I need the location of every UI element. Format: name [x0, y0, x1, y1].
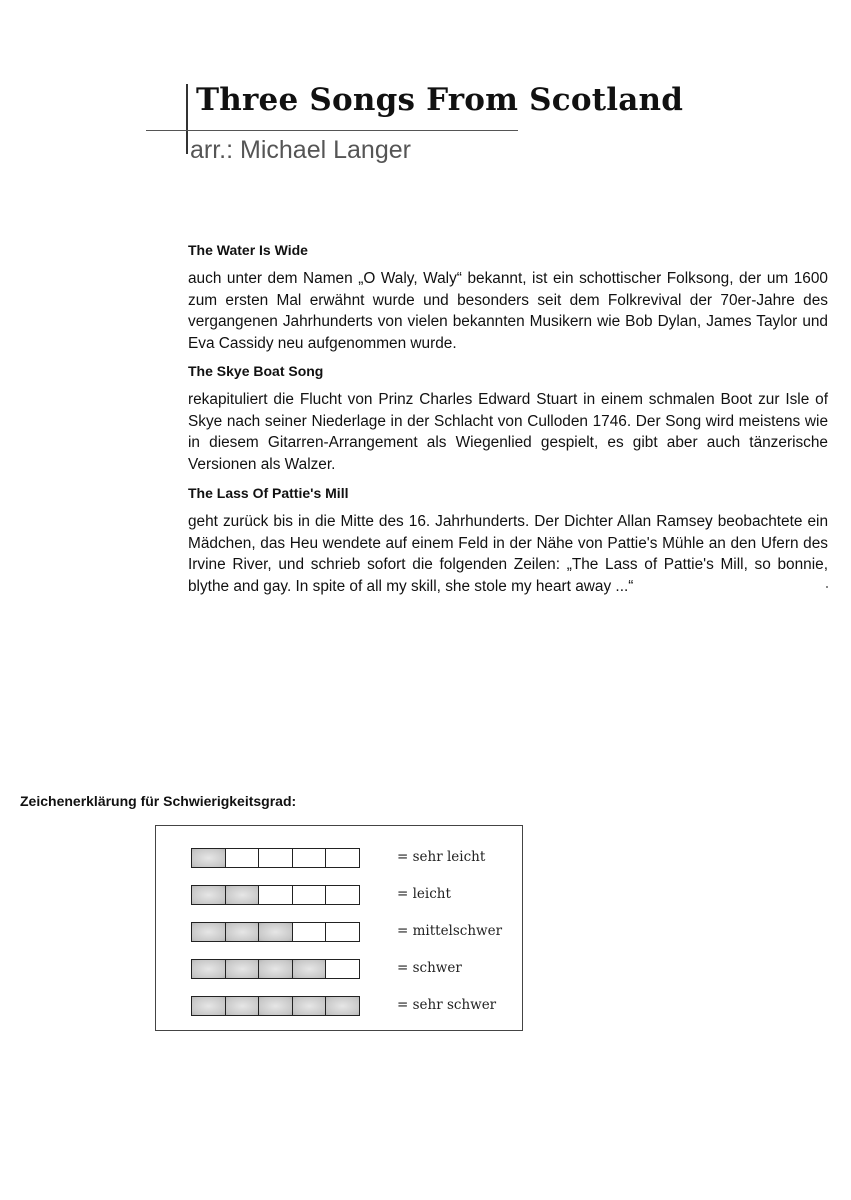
legend-label: = mittelschwer	[397, 923, 503, 939]
page-title: Three Songs From Scotland	[196, 82, 684, 118]
song-description: auch unter dem Namen „O Waly, Waly“ bekannt, ist ein schottischer Folksong, der um 1600 zum ersten Mal erwähnt wurde und besonders seit dem Folkrevival der 70er-Jahre des vergangenen Jahrhunderts von vielen bekannten Musikern wie Bob Dylan, James Taylor und Eva Cassidy neu aufgenommen wurde.	[188, 270, 828, 352]
difficulty-legend-title: Zeichenerklärung für Schwierigkeitsgrad:	[20, 793, 297, 809]
legend-row	[191, 996, 497, 1018]
legend-row	[191, 848, 486, 870]
filled-difficulty-box	[191, 922, 226, 942]
filled-difficulty-box	[191, 996, 226, 1016]
legend-label: = leicht	[397, 886, 451, 902]
song-title: The Skye Boat Song	[188, 363, 324, 379]
empty-difficulty-box	[325, 959, 360, 979]
song-title: The Water Is Wide	[188, 242, 308, 258]
difficulty-legend	[155, 825, 523, 1031]
filled-difficulty-box	[325, 996, 360, 1016]
empty-difficulty-box	[325, 922, 360, 942]
filled-difficulty-box	[225, 959, 260, 979]
legend-label: = schwer	[397, 960, 462, 976]
filled-difficulty-box	[225, 996, 260, 1016]
difficulty-boxes	[191, 959, 359, 979]
filled-difficulty-box	[292, 996, 327, 1016]
filled-difficulty-box	[191, 959, 226, 979]
scan-speck	[826, 586, 828, 588]
difficulty-boxes	[191, 922, 359, 942]
difficulty-boxes	[191, 885, 359, 905]
difficulty-boxes	[191, 848, 359, 868]
legend-label: = sehr schwer	[397, 997, 497, 1013]
legend-row	[191, 959, 462, 981]
filled-difficulty-box	[191, 885, 226, 905]
filled-difficulty-box	[258, 959, 293, 979]
empty-difficulty-box	[258, 885, 293, 905]
legend-row	[191, 922, 503, 944]
empty-difficulty-box	[225, 848, 260, 868]
arranger-credit: arr.: Michael Langer	[190, 136, 411, 164]
difficulty-boxes	[191, 996, 359, 1016]
empty-difficulty-box	[292, 848, 327, 868]
empty-difficulty-box	[292, 922, 327, 942]
filled-difficulty-box	[258, 922, 293, 942]
title-horizontal-rule	[146, 130, 518, 131]
filled-difficulty-box	[225, 922, 260, 942]
empty-difficulty-box	[325, 885, 360, 905]
song-title: The Lass Of Pattie's Mill	[188, 485, 349, 501]
filled-difficulty-box	[191, 848, 226, 868]
legend-label: = sehr leicht	[397, 849, 486, 865]
song-section-lass-of-patties-mill	[188, 485, 828, 597]
empty-difficulty-box	[325, 848, 360, 868]
filled-difficulty-box	[225, 885, 260, 905]
empty-difficulty-box	[292, 885, 327, 905]
filled-difficulty-box	[292, 959, 327, 979]
empty-difficulty-box	[258, 848, 293, 868]
title-vertical-rule	[186, 84, 188, 154]
legend-row	[191, 885, 451, 907]
song-section-skye-boat-song	[188, 363, 828, 475]
song-section-water-is-wide	[188, 242, 828, 354]
filled-difficulty-box	[258, 996, 293, 1016]
song-description: geht zurück bis in die Mitte des 16. Jahrhunderts. Der Dichter Allan Ramsey beobachtete ein Mädchen, das Heu wendete auf einem Feld in der Nähe von Pattie's Mühle an den Ufern des Irvine River, und schrieb sofort die folgenden Zeilen: „The Lass of Pattie's Mill, so bonnie, blythe and gay. In spite of all my skill, she stole my heart away ...“	[188, 513, 828, 595]
song-description: rekapituliert die Flucht von Prinz Charles Edward Stuart in einem schmalen Boot zur Isle of Skye nach seiner Niederlage in der Schlacht von Culloden 1746. Der Song wird meistens wie in diesem Gitarren-Arrangement als Wiegenlied gespielt, es gibt aber auch tänzerische Versionen als Walzer.	[188, 391, 828, 473]
